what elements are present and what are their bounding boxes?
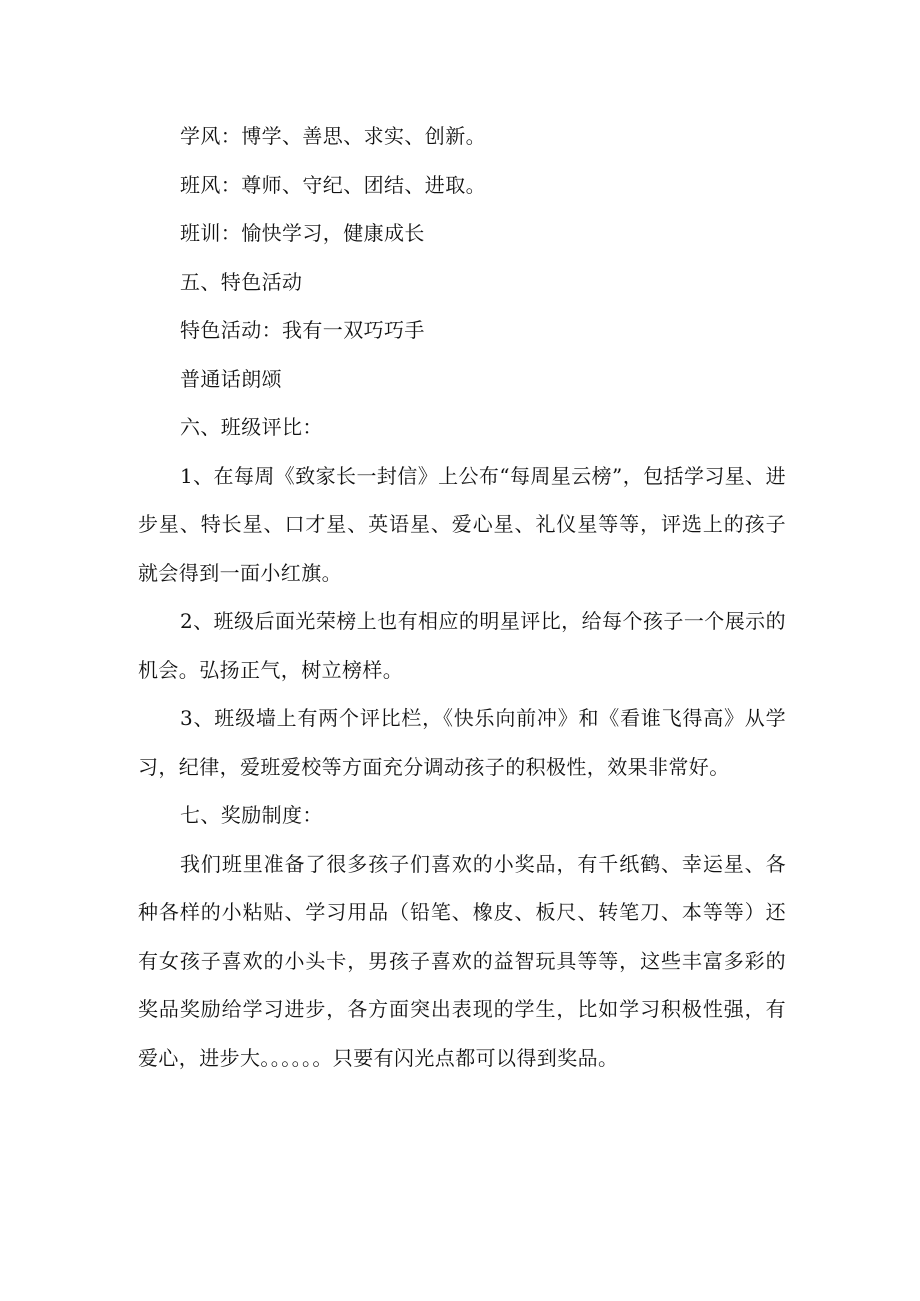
- paragraph-study-style: 学风：博学、善思、求实、创新。: [180, 124, 486, 148]
- paragraph-class-style: 班风：尊师、守纪、团结、进取。: [180, 172, 486, 197]
- paragraph-class-motto: 班训：愉快学习，健康成长: [180, 221, 425, 245]
- paragraph-special-activity: 特色活动：我有一双巧巧手: [180, 318, 425, 342]
- heading-reward-system: 七、奖励制度：: [180, 803, 323, 827]
- document-body: [138, 112, 786, 1082]
- heading-class-evaluation: 六、班级评比：: [180, 415, 323, 439]
- paragraph-evaluation-2: 2、班级后面光荣榜上也有相应的明星评比，给每个孩子一个展示的机会。弘扬正气，树立榜样。: [138, 609, 786, 682]
- paragraph-evaluation-1: 1、在每周《致家长一封信》上公布“每周星云榜”，包括学习星、进步星、特长星、口才星、英语星、爱心星、礼仪星等等，评选上的孩子就会得到一面小红旗。: [138, 463, 786, 585]
- paragraph-mandarin-recitation: 普通话朗颂: [180, 366, 282, 391]
- heading-special-activities: 五、特色活动: [180, 269, 303, 294]
- paragraph-reward-description: 我们班里准备了很多孩子们喜欢的小奖品，有千纸鹤、幸运星、各种各样的小粘贴、学习用品（铅笔、橡皮、板尺、转笔刀、本等等）还有女孩子喜欢的小头卡，男孩子喜欢的益智玩具等等，这些丰富多彩的奖品奖励给学习进步，各方面突出表现的学生，比如学习积极性强，有爱心，进步大。。。。。。只要有闪光点都可以得到奖品。: [138, 851, 786, 1070]
- paragraph-evaluation-3: 3、班级墙上有两个评比栏，《快乐向前冲》和《看谁飞得高》从学习，纪律，爱班爱校等方面充分调动孩子的积极性，效果非常好。: [138, 706, 786, 779]
